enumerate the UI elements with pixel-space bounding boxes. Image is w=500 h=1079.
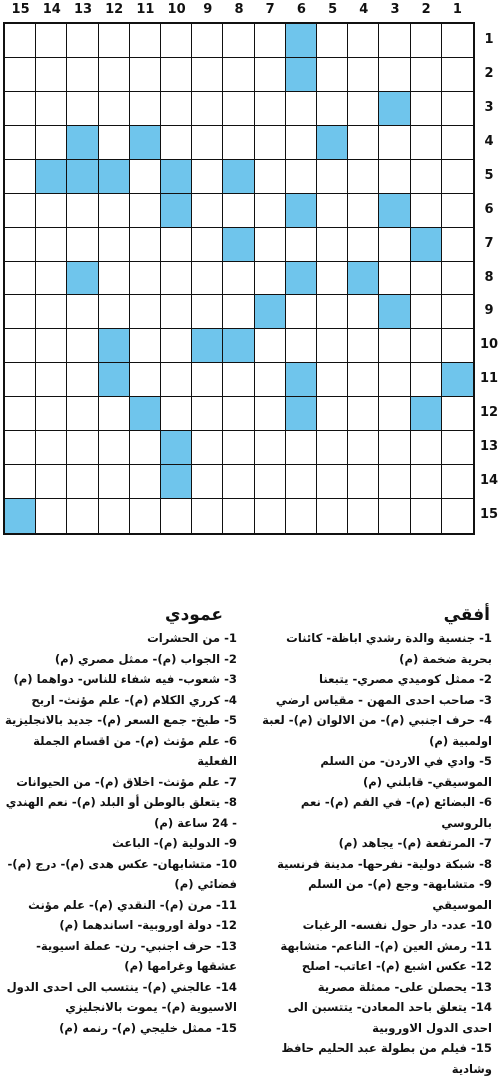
grid-cell[interactable] <box>223 397 254 431</box>
grid-cell[interactable] <box>192 194 223 228</box>
across-clue: 12- عكس اشبع (م)- اعاتب- اصلح <box>301 959 492 973</box>
crossword-grid <box>3 22 475 535</box>
grid-cell[interactable] <box>130 24 161 58</box>
column-number: 15 <box>11 2 30 17</box>
row-number: 15 <box>479 507 499 523</box>
grid-cell[interactable] <box>223 262 254 296</box>
grid-cell[interactable] <box>411 194 442 228</box>
grid-cell[interactable] <box>442 329 473 363</box>
grid-cell[interactable] <box>348 329 379 363</box>
grid-cell[interactable] <box>286 228 317 262</box>
grid-cell[interactable] <box>36 431 67 465</box>
grid-cell[interactable] <box>223 465 254 499</box>
grid-cell[interactable] <box>379 58 410 92</box>
across-clues-list <box>257 628 492 1079</box>
grid-cell-shaded[interactable] <box>286 363 317 397</box>
grid-cell[interactable] <box>99 126 130 160</box>
down-clue: 13- حرف اجنبي- رن- عملة اسيوية- عشقها وغرامها (م) <box>36 938 237 973</box>
grid-cell[interactable] <box>442 295 473 329</box>
grid-cell[interactable] <box>130 295 161 329</box>
grid-cell[interactable] <box>379 397 410 431</box>
grid-cell[interactable] <box>36 92 67 126</box>
grid-cell[interactable] <box>411 126 442 160</box>
grid-cell[interactable] <box>161 295 192 329</box>
grid-cell-shaded[interactable] <box>67 160 98 194</box>
grid-cell[interactable] <box>255 58 286 92</box>
column-number: 9 <box>203 2 213 17</box>
column-number: 13 <box>73 2 93 17</box>
grid-cell[interactable] <box>442 397 473 431</box>
grid-cell[interactable] <box>286 431 317 465</box>
grid-cell[interactable] <box>67 431 98 465</box>
column-number: 3 <box>390 2 400 17</box>
grid-cell[interactable] <box>317 92 348 126</box>
column-number: 8 <box>234 2 244 17</box>
row-number: 2 <box>484 65 494 81</box>
grid-cell[interactable] <box>5 24 36 58</box>
grid-cell[interactable] <box>161 397 192 431</box>
grid-cell[interactable] <box>99 465 130 499</box>
grid-cell[interactable] <box>99 397 130 431</box>
grid-cell-shaded[interactable] <box>223 228 254 262</box>
grid-cell[interactable] <box>67 499 98 533</box>
grid-cell[interactable] <box>161 262 192 296</box>
grid-cell[interactable] <box>317 228 348 262</box>
row-number: 11 <box>479 371 499 387</box>
grid-cell[interactable] <box>255 465 286 499</box>
grid-cell-shaded[interactable] <box>286 58 317 92</box>
grid-cell-shaded[interactable] <box>379 194 410 228</box>
grid-cell-shaded[interactable] <box>317 126 348 160</box>
grid-cell-shaded[interactable] <box>130 126 161 160</box>
grid-cell[interactable] <box>317 58 348 92</box>
column-number: 4 <box>359 2 369 17</box>
grid-cell[interactable] <box>286 92 317 126</box>
across-clue: 8- شبكة دولية- نفرحها- مدينة فرنسية <box>277 856 492 871</box>
grid-cell[interactable] <box>442 228 473 262</box>
grid-cell[interactable] <box>99 431 130 465</box>
grid-cell[interactable] <box>348 228 379 262</box>
grid-cell[interactable] <box>442 499 473 533</box>
grid-cell[interactable] <box>67 228 98 262</box>
grid-cell[interactable] <box>442 92 473 126</box>
grid-cell-shaded[interactable] <box>286 262 317 296</box>
grid-cell[interactable] <box>348 194 379 228</box>
grid-cell[interactable] <box>255 397 286 431</box>
row-number: 4 <box>484 133 494 149</box>
grid-cell[interactable] <box>411 295 442 329</box>
grid-cell[interactable] <box>67 329 98 363</box>
grid-cell[interactable] <box>223 24 254 58</box>
across-clue: 4- حرف اجنبي (م)- من الالوان (م)- لعبة اولمبية (م) <box>262 713 492 748</box>
grid-cell[interactable] <box>255 92 286 126</box>
grid-cell[interactable] <box>411 431 442 465</box>
row-number: 1 <box>484 31 494 47</box>
grid-cell[interactable] <box>379 228 410 262</box>
grid-cell[interactable] <box>36 329 67 363</box>
grid-cell[interactable] <box>161 499 192 533</box>
down-clue: 4- كرري الكلام (م)- علم مؤنث- اربح <box>31 692 237 707</box>
grid-cell[interactable] <box>348 363 379 397</box>
grid-cell[interactable] <box>411 24 442 58</box>
row-number: 9 <box>484 303 494 319</box>
grid-cell-shaded[interactable] <box>5 499 36 533</box>
grid-cell[interactable] <box>130 465 161 499</box>
down-clue: 5- طبخ- جمع السعر (م)- جديد بالانجليزية <box>5 713 237 727</box>
grid-cell[interactable] <box>442 465 473 499</box>
grid-cell[interactable] <box>348 295 379 329</box>
grid-cell[interactable] <box>36 58 67 92</box>
grid-cell[interactable] <box>99 499 130 533</box>
grid-cell[interactable] <box>348 465 379 499</box>
grid-cell[interactable] <box>286 295 317 329</box>
row-number: 3 <box>484 99 494 115</box>
grid-cell[interactable] <box>255 262 286 296</box>
grid-cell[interactable] <box>223 126 254 160</box>
down-heading: عمودي <box>165 605 223 625</box>
grid-cell[interactable] <box>348 24 379 58</box>
grid-cell[interactable] <box>161 228 192 262</box>
grid-cell[interactable] <box>67 465 98 499</box>
grid-cell[interactable] <box>348 126 379 160</box>
grid-cell[interactable] <box>99 295 130 329</box>
grid-cell[interactable] <box>130 431 161 465</box>
column-number: 6 <box>296 2 306 17</box>
grid-cell[interactable] <box>411 363 442 397</box>
down-clue: 11- مرن (م)- النقدي (م)- علم مؤنث <box>28 897 237 912</box>
grid-cell[interactable] <box>36 228 67 262</box>
grid-cell[interactable] <box>192 228 223 262</box>
grid-cell[interactable] <box>223 499 254 533</box>
grid-cell[interactable] <box>99 262 130 296</box>
grid-cell-shaded[interactable] <box>99 329 130 363</box>
grid-cell[interactable] <box>255 194 286 228</box>
grid-cell[interactable] <box>161 24 192 58</box>
across-clue: 13- يحصلن على- ممثلة مصرية <box>317 979 492 994</box>
grid-cell[interactable] <box>348 431 379 465</box>
grid-cell[interactable] <box>379 329 410 363</box>
grid-cell[interactable] <box>411 160 442 194</box>
grid-cell[interactable] <box>161 329 192 363</box>
grid-cell-shaded[interactable] <box>99 363 130 397</box>
grid-cell[interactable] <box>411 92 442 126</box>
grid-cell-shaded[interactable] <box>379 92 410 126</box>
across-clue: 15- فيلم من بطولة عبد الحليم حافظ وشادية <box>281 1041 492 1076</box>
grid-cell[interactable] <box>223 194 254 228</box>
grid-cell[interactable] <box>379 160 410 194</box>
grid-cell[interactable] <box>192 58 223 92</box>
grid-cell[interactable] <box>99 92 130 126</box>
grid-cell[interactable] <box>379 262 410 296</box>
across-heading: أفقي <box>443 605 490 625</box>
row-number: 8 <box>484 269 494 285</box>
column-number: 10 <box>167 2 186 17</box>
grid-cell[interactable] <box>130 228 161 262</box>
grid-cell[interactable] <box>317 295 348 329</box>
grid-cell-shaded[interactable] <box>411 397 442 431</box>
grid-cell[interactable] <box>411 499 442 533</box>
down-clue: 8- يتعلق بالوطن أو البلد (م)- نعم الهندي - 24 ساعة (م) <box>5 795 237 830</box>
grid-cell[interactable] <box>36 295 67 329</box>
across-clue: 2- ممثل كوميدي مصري- يتبعنا <box>318 672 492 686</box>
grid-cell[interactable] <box>5 58 36 92</box>
grid-cell[interactable] <box>67 92 98 126</box>
across-clue: 6- البضائع (م)- في الفم (م)- نعم بالروسي <box>300 795 492 830</box>
grid-cell[interactable] <box>286 160 317 194</box>
grid-cell[interactable] <box>348 92 379 126</box>
column-number: 1 <box>452 2 462 17</box>
grid-cell[interactable] <box>442 160 473 194</box>
grid-cell[interactable] <box>317 24 348 58</box>
row-number: 7 <box>484 235 494 251</box>
row-number: 6 <box>484 201 494 217</box>
grid-cell[interactable] <box>348 397 379 431</box>
grid-cell[interactable] <box>223 295 254 329</box>
grid-cell-shaded[interactable] <box>161 431 192 465</box>
grid-cell[interactable] <box>348 160 379 194</box>
grid-cell[interactable] <box>161 363 192 397</box>
grid-cell[interactable] <box>130 194 161 228</box>
column-numbers <box>0 0 500 22</box>
grid-cell[interactable] <box>442 194 473 228</box>
grid-cell[interactable] <box>130 58 161 92</box>
grid-cell[interactable] <box>442 126 473 160</box>
down-clue: 10- متشابهان- عكس هدى (م)- درج (م)- فضائي (م) <box>7 856 237 891</box>
grid-cell[interactable] <box>192 295 223 329</box>
grid-cell[interactable] <box>192 431 223 465</box>
grid-cell-shaded[interactable] <box>192 329 223 363</box>
grid-cell[interactable] <box>5 194 36 228</box>
grid-cell[interactable] <box>99 194 130 228</box>
across-clue: 5- وادي في الاردن- من السلم الموسيقي- قابلني (م) <box>320 754 492 789</box>
row-number: 13 <box>479 439 499 455</box>
grid-cell[interactable] <box>36 126 67 160</box>
grid-cell[interactable] <box>255 431 286 465</box>
grid-cell[interactable] <box>442 24 473 58</box>
down-clue: 7- علم مؤنث- اخلاق (م)- من الحيوانات <box>16 774 237 789</box>
grid-cell[interactable] <box>67 58 98 92</box>
grid-cell[interactable] <box>161 58 192 92</box>
column-number: 11 <box>136 2 155 17</box>
grid-cell[interactable] <box>223 431 254 465</box>
grid-cell[interactable] <box>36 397 67 431</box>
grid-cell[interactable] <box>286 499 317 533</box>
grid-cell[interactable] <box>192 92 223 126</box>
grid-cell[interactable] <box>67 363 98 397</box>
grid-cell-shaded[interactable] <box>67 262 98 296</box>
grid-cell-shaded[interactable] <box>411 228 442 262</box>
grid-cell[interactable] <box>192 126 223 160</box>
grid-cell-shaded[interactable] <box>442 363 473 397</box>
grid-cell[interactable] <box>223 363 254 397</box>
grid-cell[interactable] <box>161 126 192 160</box>
grid-cell[interactable] <box>36 24 67 58</box>
grid-cell[interactable] <box>255 126 286 160</box>
grid-cell[interactable] <box>192 363 223 397</box>
grid-cell[interactable] <box>379 126 410 160</box>
grid-cell[interactable] <box>317 465 348 499</box>
grid-cell[interactable] <box>5 431 36 465</box>
grid-cell-shaded[interactable] <box>286 194 317 228</box>
grid-cell[interactable] <box>36 465 67 499</box>
grid-cell[interactable] <box>5 397 36 431</box>
grid-cell[interactable] <box>255 24 286 58</box>
grid-cell[interactable] <box>442 431 473 465</box>
grid-cell[interactable] <box>5 126 36 160</box>
grid-cell[interactable] <box>36 499 67 533</box>
grid-cell[interactable] <box>192 465 223 499</box>
down-clue: 9- الدولية (م)- الباعث <box>112 836 237 850</box>
grid-cell-shaded[interactable] <box>36 160 67 194</box>
grid-cell[interactable] <box>5 363 36 397</box>
grid-cell[interactable] <box>286 329 317 363</box>
grid-cell[interactable] <box>411 329 442 363</box>
grid-cell[interactable] <box>5 295 36 329</box>
grid-cell[interactable] <box>317 194 348 228</box>
grid-cell[interactable] <box>99 24 130 58</box>
grid-cell[interactable] <box>192 262 223 296</box>
down-clue: 12- دولة اوروبية- اساندهما (م) <box>59 918 237 932</box>
grid-cell[interactable] <box>36 363 67 397</box>
grid-cell[interactable] <box>36 262 67 296</box>
grid-cell[interactable] <box>317 499 348 533</box>
grid-cell[interactable] <box>255 363 286 397</box>
grid-cell[interactable] <box>192 24 223 58</box>
grid-cell[interactable] <box>317 262 348 296</box>
grid-cell[interactable] <box>192 397 223 431</box>
grid-cell[interactable] <box>99 228 130 262</box>
grid-cell[interactable] <box>379 431 410 465</box>
grid-cell[interactable] <box>348 58 379 92</box>
grid-cell[interactable] <box>317 397 348 431</box>
grid-cell-shaded[interactable] <box>223 160 254 194</box>
grid-cell[interactable] <box>411 262 442 296</box>
grid-cell[interactable] <box>5 262 36 296</box>
grid-cell[interactable] <box>442 262 473 296</box>
grid-cell[interactable] <box>130 262 161 296</box>
grid-cell[interactable] <box>317 329 348 363</box>
grid-cell[interactable] <box>192 499 223 533</box>
grid-cell[interactable] <box>255 329 286 363</box>
grid-cell-shaded[interactable] <box>286 397 317 431</box>
column-number: 2 <box>421 2 431 17</box>
grid-cell-shaded[interactable] <box>379 295 410 329</box>
grid-cell[interactable] <box>379 24 410 58</box>
down-clue: 2- الجواب (م)- ممثل مصري (م) <box>54 651 237 666</box>
grid-cell[interactable] <box>67 397 98 431</box>
across-clue: 3- صاحب احدى المهن - مقياس ارضي <box>275 692 492 707</box>
down-clue: 6- علم مؤنث (م)- من اقسام الجملة الفعلية <box>33 733 237 768</box>
grid-cell-shaded[interactable] <box>348 262 379 296</box>
down-clue: 1- من الحشرات <box>147 631 237 645</box>
grid-cell[interactable] <box>411 58 442 92</box>
grid-cell[interactable] <box>36 194 67 228</box>
grid-cell[interactable] <box>5 160 36 194</box>
row-number: 10 <box>479 337 499 353</box>
grid-cell-shaded[interactable] <box>255 295 286 329</box>
across-clue: 1- جنسية والدة رشدي اباظة- كائنات بحرية ضخمة (م) <box>286 631 492 666</box>
grid-cell[interactable] <box>348 499 379 533</box>
grid-cell[interactable] <box>379 363 410 397</box>
grid-cell-shaded[interactable] <box>161 160 192 194</box>
down-clues-list <box>0 628 237 1038</box>
down-clue: 14- عالجني (م)- ينتسب الى احدى الدول الاسيوية (م)- يموت بالانجليزي <box>6 979 237 1014</box>
down-clue: 15- ممثل خليجي (م)- رنمه (م) <box>59 1020 237 1035</box>
grid-cell[interactable] <box>286 126 317 160</box>
grid-cell-shaded[interactable] <box>223 329 254 363</box>
down-clue: 3- شعوب- فيه شفاء للناس- دواهما (م) <box>13 672 237 686</box>
column-number: 12 <box>105 2 124 17</box>
grid-cell[interactable] <box>130 499 161 533</box>
grid-cell[interactable] <box>67 295 98 329</box>
grid-cell[interactable] <box>130 92 161 126</box>
row-number: 12 <box>479 405 499 421</box>
grid-cell[interactable] <box>67 194 98 228</box>
column-number: 5 <box>328 2 338 17</box>
grid-cell[interactable] <box>67 24 98 58</box>
row-number: 5 <box>484 167 494 183</box>
across-clue: 10- عدد- دار حول نفسه- الرغبات <box>302 918 492 932</box>
grid-cell[interactable] <box>255 499 286 533</box>
grid-cell[interactable] <box>5 329 36 363</box>
grid-cell[interactable] <box>5 465 36 499</box>
grid-cell[interactable] <box>130 363 161 397</box>
grid-cell[interactable] <box>5 92 36 126</box>
grid-cell[interactable] <box>130 160 161 194</box>
grid-cell[interactable] <box>286 465 317 499</box>
grid-cell[interactable] <box>317 431 348 465</box>
across-clue: 14- يتعلق باحد المعادن- يتتسبن الى احدى الدول الاوروبية <box>287 1000 492 1035</box>
grid-cell[interactable] <box>379 499 410 533</box>
row-number: 14 <box>479 473 499 489</box>
grid-cell[interactable] <box>161 92 192 126</box>
column-number: 14 <box>42 2 61 17</box>
grid-cell[interactable] <box>99 58 130 92</box>
grid-cell[interactable] <box>130 329 161 363</box>
grid-cell[interactable] <box>379 465 410 499</box>
grid-cell[interactable] <box>223 58 254 92</box>
grid-cell-shaded[interactable] <box>161 194 192 228</box>
across-clue: 7- المرتفعة (م)- يجاهد (م) <box>338 836 492 850</box>
across-clue: 11- رمش العين (م)- الناعم- متشابهة <box>280 938 492 953</box>
grid-cell-shaded[interactable] <box>67 126 98 160</box>
grid-cell-shaded[interactable] <box>130 397 161 431</box>
across-clue: 9- متشابهة- وجع (م)- من السلم الموسيقي <box>308 877 492 912</box>
grid-cell-shaded[interactable] <box>99 160 130 194</box>
grid-cell[interactable] <box>411 465 442 499</box>
grid-cell[interactable] <box>317 363 348 397</box>
grid-cell[interactable] <box>223 92 254 126</box>
grid-cell[interactable] <box>255 160 286 194</box>
grid-cell[interactable] <box>192 160 223 194</box>
grid-cell[interactable] <box>442 58 473 92</box>
grid-cell[interactable] <box>317 160 348 194</box>
column-number: 7 <box>265 2 275 17</box>
grid-cell[interactable] <box>255 228 286 262</box>
grid-cell-shaded[interactable] <box>161 465 192 499</box>
grid-cell-shaded[interactable] <box>286 24 317 58</box>
grid-cell[interactable] <box>5 228 36 262</box>
